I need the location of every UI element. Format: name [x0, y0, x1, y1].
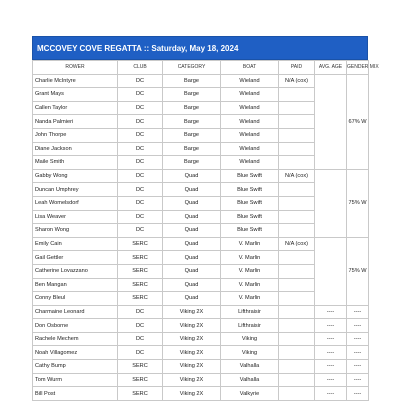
paid-cell: [279, 251, 315, 265]
boat-cell: Valkyrie: [221, 387, 279, 401]
column-header-paid: PAID: [279, 61, 315, 75]
paid-cell: [279, 346, 315, 360]
category-cell: Viking 2X: [163, 360, 221, 374]
category-cell: Viking 2X: [163, 387, 221, 401]
category-cell: Quad: [163, 251, 221, 265]
category-cell: Viking 2X: [163, 319, 221, 333]
paid-cell: [279, 196, 315, 210]
table-row: [33, 74, 369, 88]
club-cell: SERC: [118, 292, 163, 306]
rower-name-cell: Sharon Wong: [33, 224, 118, 238]
boat-cell: Wieland: [221, 115, 279, 129]
club-cell: SERC: [118, 360, 163, 374]
gender-mix-cell: 67% W: [347, 74, 369, 169]
column-header-rower: ROWER: [33, 61, 118, 75]
rower-name-cell: John Thorpe: [33, 128, 118, 142]
table-row: [33, 237, 369, 251]
boat-cell: Valhalla: [221, 373, 279, 387]
rower-name-cell: Grant Mays: [33, 88, 118, 102]
club-cell: DC: [118, 156, 163, 170]
club-cell: DC: [118, 319, 163, 333]
club-cell: DC: [118, 224, 163, 238]
category-cell: Viking 2X: [163, 346, 221, 360]
category-cell: Viking 2X: [163, 373, 221, 387]
avg-age-cell: ----: [315, 360, 347, 374]
column-header-category: CATEGORY: [163, 61, 221, 75]
avg-age-cell: ----: [315, 387, 347, 401]
rower-name-cell: Emily Cain: [33, 237, 118, 251]
club-cell: DC: [118, 142, 163, 156]
club-cell: DC: [118, 115, 163, 129]
boat-cell: Wieland: [221, 74, 279, 88]
paid-cell: [279, 88, 315, 102]
club-cell: DC: [118, 210, 163, 224]
rower-name-cell: Rachele Mechem: [33, 332, 118, 346]
boat-cell: Wieland: [221, 142, 279, 156]
paid-cell: N/A (cox): [279, 74, 315, 88]
category-cell: Quad: [163, 224, 221, 238]
category-cell: Viking 2X: [163, 305, 221, 319]
boat-cell: Blue Swift: [221, 196, 279, 210]
paid-cell: [279, 224, 315, 238]
rower-name-cell: Catherine Lovazzano: [33, 264, 118, 278]
boat-cell: Blue Swift: [221, 224, 279, 238]
table-row: [33, 346, 369, 360]
avg-age-cell: [315, 169, 347, 237]
club-cell: DC: [118, 101, 163, 115]
paid-cell: [279, 142, 315, 156]
club-cell: DC: [118, 128, 163, 142]
gender-mix-cell: ----: [347, 319, 369, 333]
rower-name-cell: Nanda Palmieri: [33, 115, 118, 129]
club-cell: SERC: [118, 264, 163, 278]
table-row: [33, 387, 369, 401]
paid-cell: N/A (cox): [279, 237, 315, 251]
gender-mix-cell: ----: [347, 373, 369, 387]
boat-cell: Lifthraisir: [221, 305, 279, 319]
boat-cell: Wieland: [221, 128, 279, 142]
paid-cell: [279, 360, 315, 374]
club-cell: DC: [118, 169, 163, 183]
rower-name-cell: Tom Wurm: [33, 373, 118, 387]
category-cell: Barge: [163, 115, 221, 129]
avg-age-cell: ----: [315, 332, 347, 346]
table-row: [33, 332, 369, 346]
boat-cell: Wieland: [221, 88, 279, 102]
paid-cell: [279, 373, 315, 387]
rower-name-cell: Gail Gettler: [33, 251, 118, 265]
category-cell: Barge: [163, 101, 221, 115]
avg-age-cell: ----: [315, 319, 347, 333]
category-cell: Quad: [163, 210, 221, 224]
column-header-club: CLUB: [118, 61, 163, 75]
paid-cell: [279, 156, 315, 170]
rower-name-cell: Charmaine Leonard: [33, 305, 118, 319]
gender-mix-cell: 75% W: [347, 237, 369, 305]
paid-cell: [279, 278, 315, 292]
rower-name-cell: Bill Post: [33, 387, 118, 401]
rower-name-cell: Duncan Umphrey: [33, 183, 118, 197]
boat-cell: Valhalla: [221, 360, 279, 374]
rower-name-cell: Conny Bleul: [33, 292, 118, 306]
table-row: [33, 360, 369, 374]
avg-age-cell: [315, 74, 347, 169]
club-cell: DC: [118, 74, 163, 88]
header-row: [33, 61, 369, 75]
club-cell: SERC: [118, 387, 163, 401]
club-cell: SERC: [118, 237, 163, 251]
category-cell: Viking 2X: [163, 332, 221, 346]
boat-cell: V. Marlin: [221, 292, 279, 306]
rower-name-cell: Leah Womelsdorf: [33, 196, 118, 210]
table-row: [33, 319, 369, 333]
paid-cell: [279, 264, 315, 278]
club-cell: DC: [118, 346, 163, 360]
paid-cell: [279, 292, 315, 306]
table-body: [33, 74, 369, 400]
rower-name-cell: Lisa Weaver: [33, 210, 118, 224]
avg-age-cell: ----: [315, 346, 347, 360]
boat-cell: Blue Swift: [221, 210, 279, 224]
regatta-sheet: [32, 36, 379, 401]
gender-mix-cell: ----: [347, 332, 369, 346]
gender-mix-cell: 75% W: [347, 169, 369, 237]
boat-cell: V. Marlin: [221, 237, 279, 251]
category-cell: Quad: [163, 169, 221, 183]
paid-cell: [279, 210, 315, 224]
boat-cell: V. Marlin: [221, 278, 279, 292]
paid-cell: [279, 115, 315, 129]
boat-cell: Wieland: [221, 156, 279, 170]
rower-name-cell: Diane Jackson: [33, 142, 118, 156]
club-cell: DC: [118, 332, 163, 346]
regatta-title: MCCOVEY COVE REGATTA :: Saturday, May 18, 2024: [32, 36, 368, 60]
avg-age-cell: [315, 237, 347, 305]
category-cell: Barge: [163, 88, 221, 102]
paid-cell: [279, 387, 315, 401]
paid-cell: [279, 101, 315, 115]
boat-cell: V. Marlin: [221, 251, 279, 265]
paid-cell: [279, 183, 315, 197]
rower-name-cell: Maile Smith: [33, 156, 118, 170]
boat-cell: Lifthraisir: [221, 319, 279, 333]
rower-name-cell: Noah Villagomez: [33, 346, 118, 360]
category-cell: Barge: [163, 128, 221, 142]
category-cell: Quad: [163, 237, 221, 251]
category-cell: Quad: [163, 196, 221, 210]
gender-mix-cell: ----: [347, 387, 369, 401]
category-cell: Quad: [163, 183, 221, 197]
club-cell: SERC: [118, 251, 163, 265]
category-cell: Barge: [163, 156, 221, 170]
boat-cell: Viking: [221, 332, 279, 346]
table-row: [33, 169, 369, 183]
paid-cell: [279, 305, 315, 319]
paid-cell: [279, 332, 315, 346]
paid-cell: [279, 319, 315, 333]
rower-table: [32, 60, 379, 401]
rower-name-cell: Callen Taylor: [33, 101, 118, 115]
gender-mix-cell: ----: [347, 305, 369, 319]
paid-cell: N/A (cox): [279, 169, 315, 183]
table-row: [33, 373, 369, 387]
avg-age-cell: ----: [315, 305, 347, 319]
column-header-boat: BOAT: [221, 61, 279, 75]
rower-name-cell: Don Osborne: [33, 319, 118, 333]
rower-name-cell: Charlie McIntyre: [33, 74, 118, 88]
club-cell: DC: [118, 183, 163, 197]
category-cell: Barge: [163, 142, 221, 156]
rower-name-cell: Gabby Wong: [33, 169, 118, 183]
paid-cell: [279, 128, 315, 142]
boat-cell: Blue Swift: [221, 183, 279, 197]
boat-cell: Viking: [221, 346, 279, 360]
category-cell: Quad: [163, 278, 221, 292]
table-row: [33, 305, 369, 319]
rower-name-cell: Cathy Bump: [33, 360, 118, 374]
column-header-avg-age: AVG. AGE: [315, 61, 347, 75]
category-cell: Quad: [163, 292, 221, 306]
column-header-gender-mix: GENDER MIX: [347, 61, 369, 75]
boat-cell: Blue Swift: [221, 169, 279, 183]
club-cell: DC: [118, 196, 163, 210]
boat-cell: Wieland: [221, 101, 279, 115]
club-cell: SERC: [118, 278, 163, 292]
boat-cell: V. Marlin: [221, 264, 279, 278]
club-cell: DC: [118, 305, 163, 319]
category-cell: Barge: [163, 74, 221, 88]
club-cell: DC: [118, 88, 163, 102]
category-cell: Quad: [163, 264, 221, 278]
avg-age-cell: ----: [315, 373, 347, 387]
gender-mix-cell: ----: [347, 346, 369, 360]
club-cell: SERC: [118, 373, 163, 387]
rower-name-cell: Ben Mangan: [33, 278, 118, 292]
gender-mix-cell: ----: [347, 360, 369, 374]
